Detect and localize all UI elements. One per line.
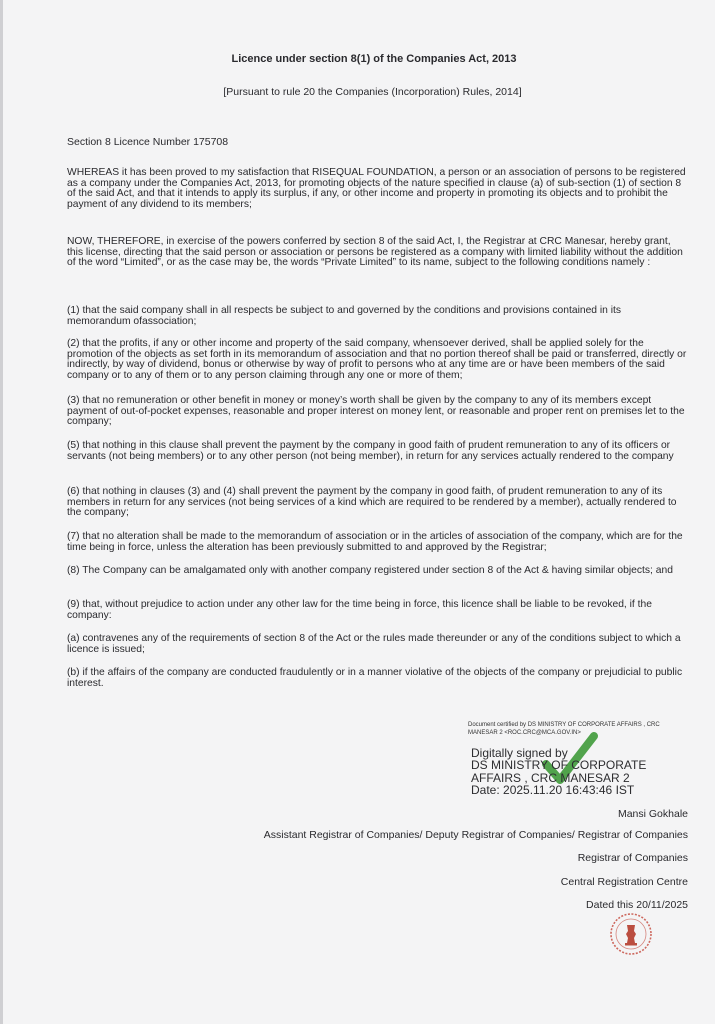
condition-a: (a) contravenes any of the requirements of section 8 of the Act or the rules made thereunder or any of the conditions subject to which a licence is issued; (67, 633, 681, 655)
signatory-name: Mansi Gokhale (617, 808, 688, 820)
condition-6: (6) that nothing in clauses (3) and (4) shall prevent the payment by the company in good faith, of prudent remuneration to any of its members in return for any services (not being services of a kind which are required to be rendered by a member), actually rendered to the company; (67, 486, 677, 519)
condition-9: (9) that, without prejudice to action under any other law for the time being in force, this licence shall be liable to be revoked, if the company: (67, 599, 652, 621)
whereas-paragraph: WHEREAS it has been proved to my satisfaction that RISEQUAL FOUNDATION, a person or an association of persons to be registered as a company under the Companies Act, 2013, for promoting objects of the nature specified in clause (a) of sub-section (1) of section 8 of the said Act, and that it intends to apply its surplus, if any, or other income and property in promoting its objects and to prohibit the payment of any dividend to its members; (67, 167, 686, 210)
signature-date: Date: 2025.11.20 16:43:46 IST (471, 782, 635, 797)
signature-line-1: Digitally signed by (471, 746, 568, 760)
signature-line-3: AFFAIRS , CRC MANESAR 2 (471, 770, 630, 785)
certified-note: Document certified by DS MINISTRY OF CORPORATE AFFAIRS , CRC MANESAR 2 <ROC.CRC@MCA.GOV.IN> (468, 722, 660, 736)
signature-line-2: DS MINISTRY OF CORPORATE (471, 758, 647, 773)
condition-7: (7) that no alteration shall be made to the memorandum of association or in the articles of association of the company, which are for the time being in force, unless the alteration has been previously submitted to and approved by the Registrar; (67, 531, 683, 553)
condition-1: (1) that the said company shall in all respects be subject to and governed by the conditions and provisions contained in its memorandum ofassociation; (67, 305, 622, 327)
document-subtitle: [Pursuant to rule 20 the Companies (Incorporation) Rules, 2014] (223, 86, 522, 98)
condition-2: (2) that the profits, if any or other income and property of the said company, whensoever derived, shall be applied solely for the promotion of the objects as set forth in its memorandum of association and that no portion thereof shall be paid or transferred, directly or indirectly, by way of dividend, bonus or otherwise by way of profit to persons who at any time are or have been members of the said company or to any of them or to any person claiming through any one or more of them; (67, 338, 687, 381)
now-therefore-paragraph: NOW, THEREFORE, in exercise of the powers conferred by section 8 of the said Act, I, the Registrar at CRC Manesar, hereby grant, this license, directing that the said person or association or persons be registered as a company with limited liability without the addition of the word “Limited”, or as the case may be, the words “Private Limited” to its name, subject to the following conditions namely : (67, 236, 683, 269)
licence-number: Section 8 Licence Number 175708 (67, 136, 229, 148)
condition-3: (3) that no remuneration or other benefit in money or money’s worth shall be given by the company to any of its members except payment of out-of-pocket expenses, reasonable and proper interest on money lent, or reasonable and proper rent on premises let to the company; (67, 395, 685, 428)
national-emblem-seal-icon (608, 911, 654, 957)
signatory-designation: Assistant Registrar of Companies/ Deputy Registrar of Companies/ Registrar of Companies (263, 829, 688, 841)
page-edge (0, 0, 3, 1024)
condition-8: (8) The Company can be amalgamated only with another company registered under section 8 of the Act & having similar objects; and (67, 565, 673, 576)
digital-signature-block (471, 747, 686, 796)
condition-b: (b) if the affairs of the company are conducted fraudulently or in a manner violative of the objects of the company or prejudicial to public interest. (67, 667, 683, 689)
condition-5: (5) that nothing in this clause shall prevent the payment by the company in good faith of prudent remuneration to any of its officers or servants (not being members) or to any other person (not being member), in return for any services actually rendered to the company (67, 440, 674, 462)
centre-name: Central Registration Centre (560, 876, 688, 888)
dated-line: Dated this 20/11/2025 (586, 899, 688, 911)
registrar-title: Registrar of Companies (577, 852, 688, 864)
document-title: Licence under section 8(1) of the Companies Act, 2013 (231, 53, 517, 65)
